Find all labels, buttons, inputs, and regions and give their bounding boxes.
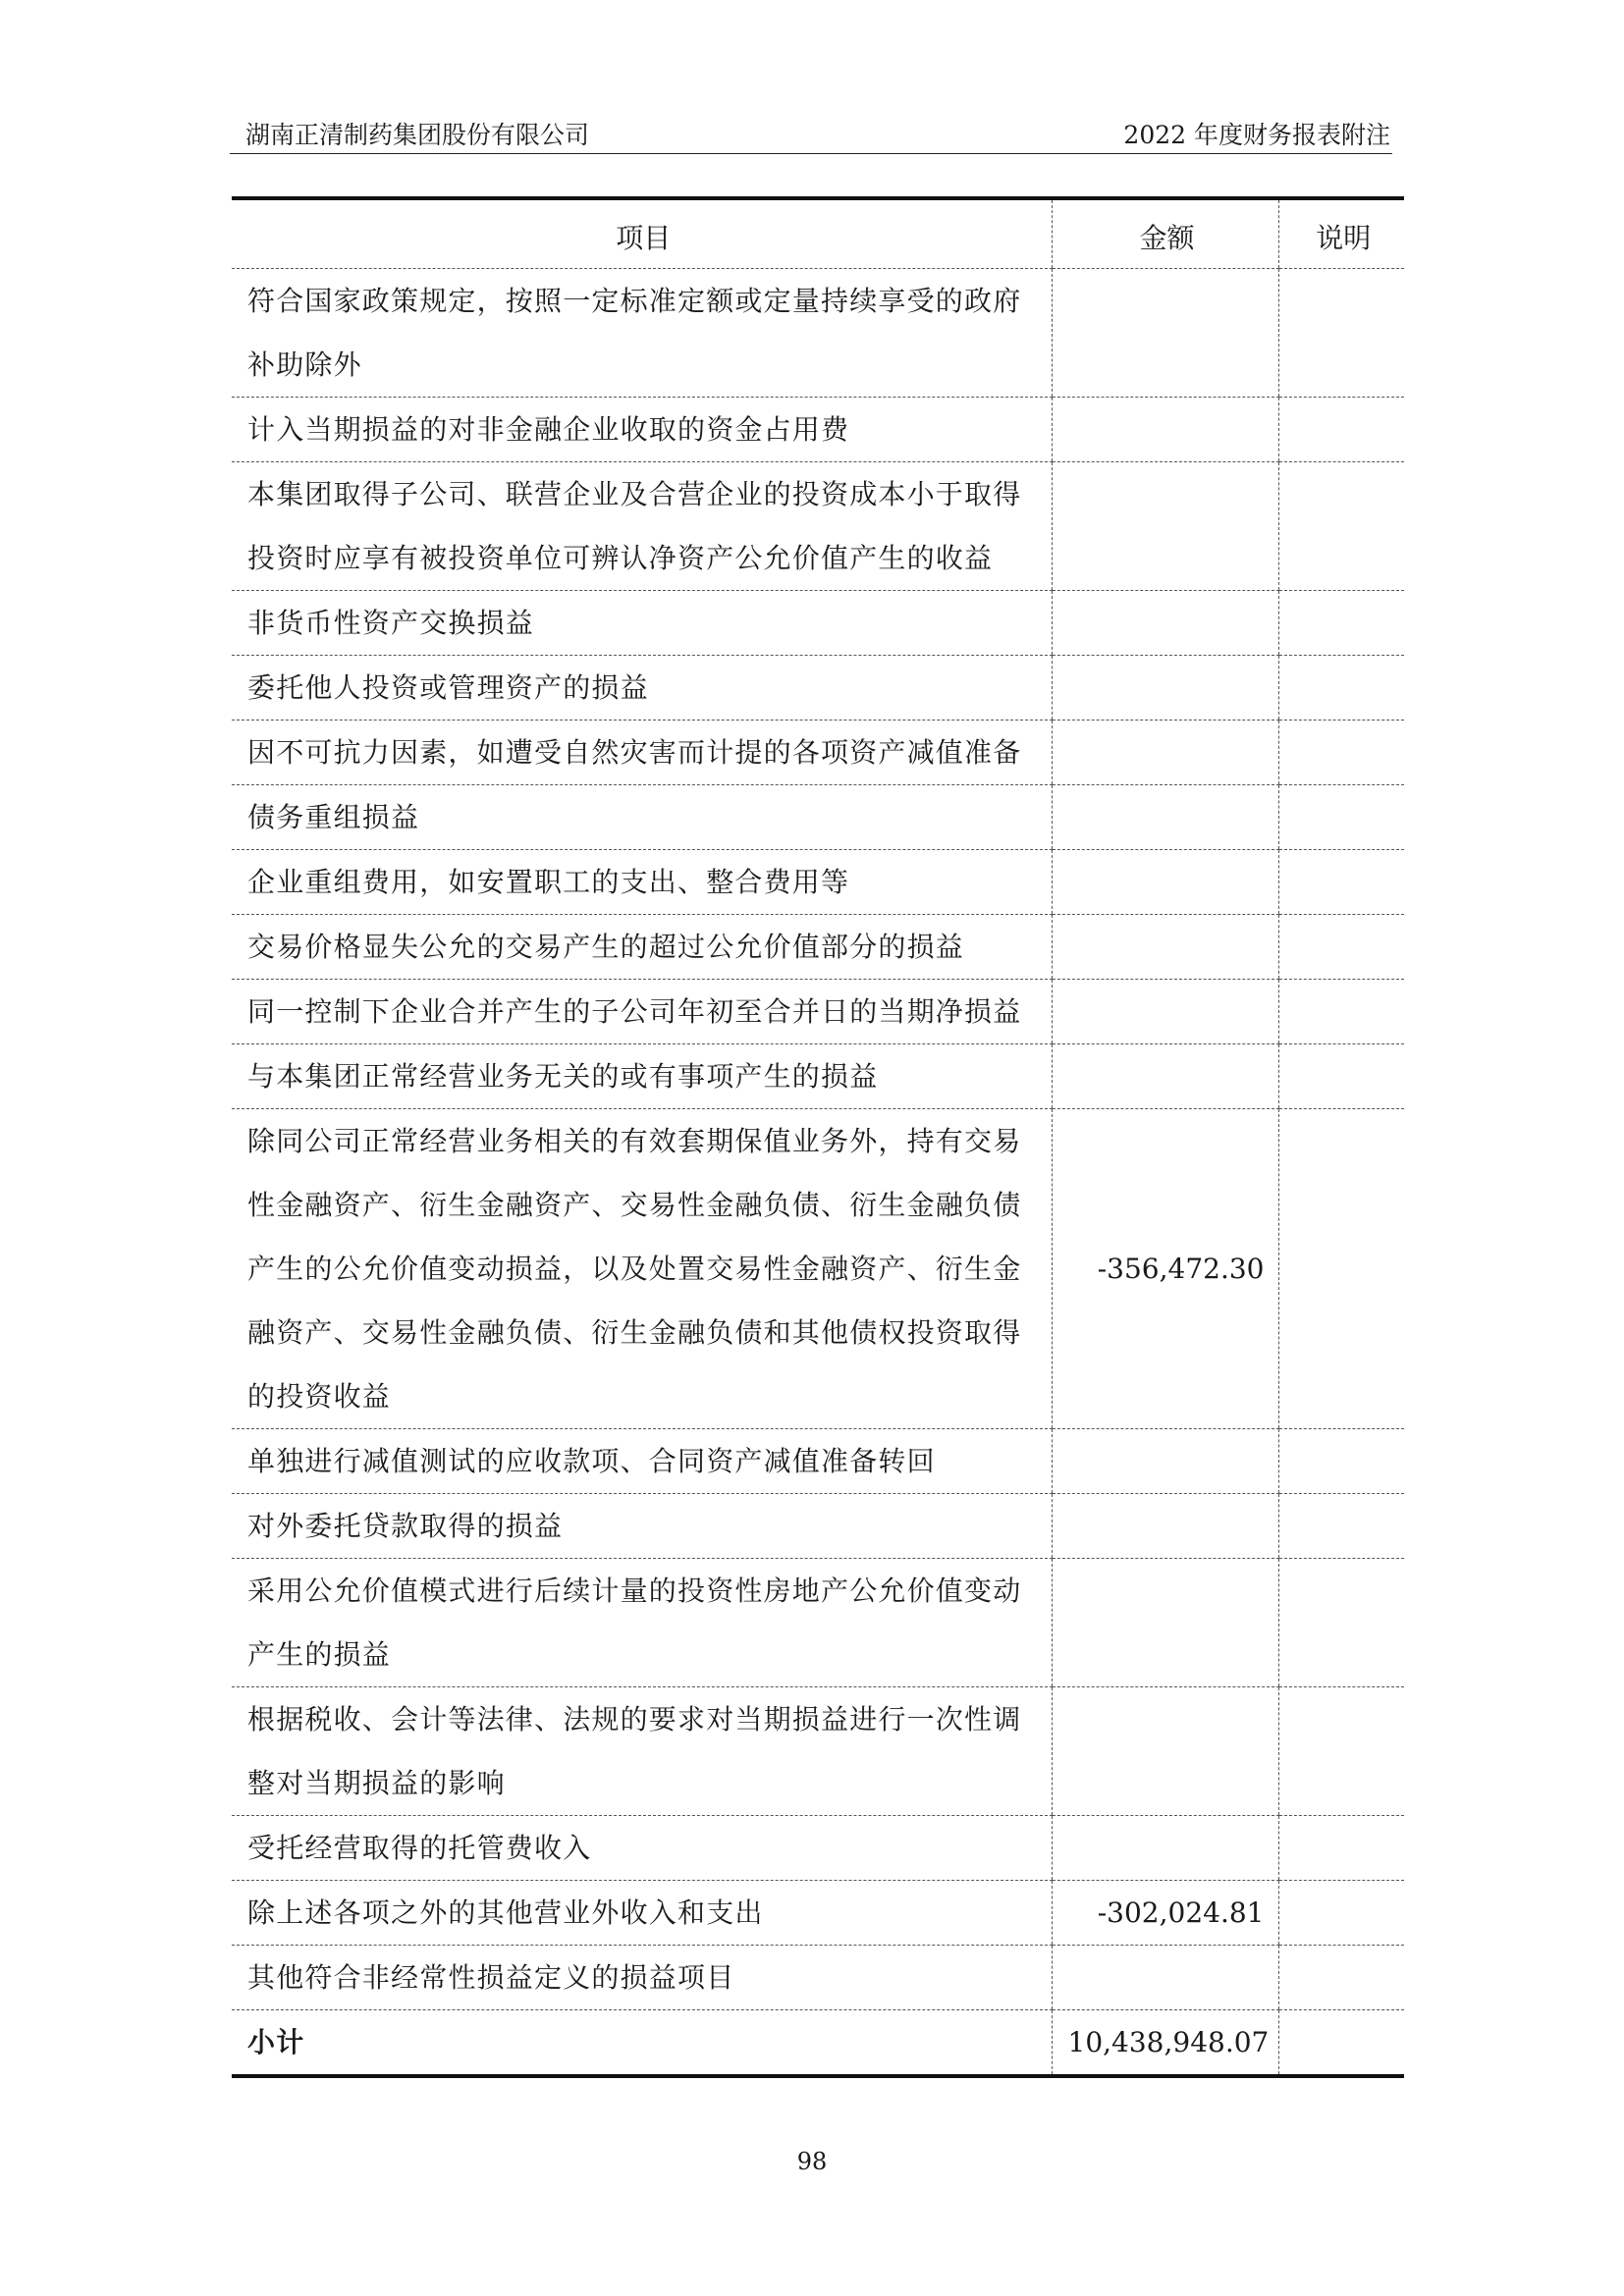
page-header bbox=[230, 116, 1392, 155]
row-note bbox=[1278, 1816, 1404, 1881]
row-amount bbox=[1052, 269, 1278, 398]
table-row bbox=[232, 656, 1404, 721]
header-divider bbox=[230, 153, 1392, 154]
company-name: 湖南正清制药集团股份有限公司 bbox=[245, 121, 590, 149]
row-note bbox=[1278, 1687, 1404, 1816]
row-note bbox=[1278, 1946, 1404, 2010]
row-note bbox=[1278, 1559, 1404, 1687]
row-item: 除上述各项之外的其他营业外收入和支出 bbox=[232, 1881, 1052, 1946]
table-row bbox=[232, 1109, 1404, 1429]
row-note bbox=[1278, 980, 1404, 1044]
table-row bbox=[232, 980, 1404, 1044]
row-note bbox=[1278, 785, 1404, 850]
table-row bbox=[232, 591, 1404, 656]
row-note bbox=[1278, 1109, 1404, 1429]
table-row bbox=[232, 785, 1404, 850]
row-note bbox=[1278, 721, 1404, 785]
table-row bbox=[232, 1687, 1404, 1816]
row-note bbox=[1278, 462, 1404, 591]
row-item: 符合国家政策规定，按照一定标准定额或定量持续享受的政府补助除外 bbox=[232, 269, 1052, 398]
row-note bbox=[1278, 591, 1404, 656]
non-recurring-items-table bbox=[232, 196, 1404, 2078]
row-item: 采用公允价值模式进行后续计量的投资性房地产公允价值变动产生的损益 bbox=[232, 1559, 1052, 1687]
table-row bbox=[232, 1559, 1404, 1687]
row-amount bbox=[1052, 1044, 1278, 1109]
row-amount bbox=[1052, 1429, 1278, 1494]
row-amount bbox=[1052, 1559, 1278, 1687]
subtotal-amount: 10,438,948.07 bbox=[1052, 2010, 1278, 2077]
table-row bbox=[232, 1044, 1404, 1109]
column-header-amount: 金额 bbox=[1052, 198, 1278, 269]
row-note bbox=[1278, 1429, 1404, 1494]
row-item: 同一控制下企业合并产生的子公司年初至合并日的当期净损益 bbox=[232, 980, 1052, 1044]
row-amount bbox=[1052, 980, 1278, 1044]
row-item: 受托经营取得的托管费收入 bbox=[232, 1816, 1052, 1881]
row-item: 本集团取得子公司、联营企业及合营企业的投资成本小于取得投资时应享有被投资单位可辨认净资产公允价值产生的收益 bbox=[232, 462, 1052, 591]
row-item: 非货币性资产交换损益 bbox=[232, 591, 1052, 656]
row-amount bbox=[1052, 656, 1278, 721]
row-item: 其他符合非经常性损益定义的损益项目 bbox=[232, 1946, 1052, 2010]
table-row bbox=[232, 915, 1404, 980]
column-header-note: 说明 bbox=[1278, 198, 1404, 269]
table-row bbox=[232, 1881, 1404, 1946]
row-amount bbox=[1052, 1494, 1278, 1559]
row-note bbox=[1278, 1494, 1404, 1559]
table-row bbox=[232, 269, 1404, 398]
report-title: 2022 年度财务报表附注 bbox=[1123, 121, 1390, 149]
row-note bbox=[1278, 1044, 1404, 1109]
row-note bbox=[1278, 398, 1404, 462]
subtotal-row bbox=[232, 2010, 1404, 2077]
row-item: 单独进行减值测试的应收款项、合同资产减值准备转回 bbox=[232, 1429, 1052, 1494]
row-amount bbox=[1052, 462, 1278, 591]
row-item: 对外委托贷款取得的损益 bbox=[232, 1494, 1052, 1559]
row-item: 计入当期损益的对非金融企业收取的资金占用费 bbox=[232, 398, 1052, 462]
table-row bbox=[232, 1946, 1404, 2010]
table-row bbox=[232, 850, 1404, 915]
row-amount bbox=[1052, 1816, 1278, 1881]
row-note bbox=[1278, 850, 1404, 915]
row-item: 因不可抗力因素，如遭受自然灾害而计提的各项资产减值准备 bbox=[232, 721, 1052, 785]
row-note bbox=[1278, 1881, 1404, 1946]
table-row bbox=[232, 1429, 1404, 1494]
row-amount bbox=[1052, 1946, 1278, 2010]
row-amount bbox=[1052, 398, 1278, 462]
row-note bbox=[1278, 656, 1404, 721]
row-amount bbox=[1052, 850, 1278, 915]
table-row bbox=[232, 398, 1404, 462]
row-amount bbox=[1052, 591, 1278, 656]
table-row bbox=[232, 721, 1404, 785]
row-note bbox=[1278, 269, 1404, 398]
row-amount bbox=[1052, 785, 1278, 850]
row-amount: -356,472.30 bbox=[1052, 1109, 1278, 1429]
row-item: 委托他人投资或管理资产的损益 bbox=[232, 656, 1052, 721]
table-row bbox=[232, 1816, 1404, 1881]
row-amount: -302,024.81 bbox=[1052, 1881, 1278, 1946]
row-item: 根据税收、会计等法律、法规的要求对当期损益进行一次性调整对当期损益的影响 bbox=[232, 1687, 1052, 1816]
subtotal-label: 小计 bbox=[232, 2010, 1052, 2077]
subtotal-note bbox=[1278, 2010, 1404, 2077]
row-amount bbox=[1052, 915, 1278, 980]
row-amount bbox=[1052, 1687, 1278, 1816]
row-item: 与本集团正常经营业务无关的或有事项产生的损益 bbox=[232, 1044, 1052, 1109]
row-note bbox=[1278, 915, 1404, 980]
row-item: 债务重组损益 bbox=[232, 785, 1052, 850]
row-item: 除同公司正常经营业务相关的有效套期保值业务外，持有交易性金融资产、衍生金融资产、交易性金融负债、衍生金融负债产生的公允价值变动损益，以及处置交易性金融资产、衍生金融资产、交易性金融负债、衍生金融负债和其他债权投资取得的投资收益 bbox=[232, 1109, 1052, 1429]
table-row bbox=[232, 1494, 1404, 1559]
row-amount bbox=[1052, 721, 1278, 785]
table-header-row bbox=[232, 198, 1404, 269]
column-header-item: 项目 bbox=[232, 198, 1052, 269]
row-item: 交易价格显失公允的交易产生的超过公允价值部分的损益 bbox=[232, 915, 1052, 980]
row-item: 企业重组费用，如安置职工的支出、整合费用等 bbox=[232, 850, 1052, 915]
page-number: 98 bbox=[796, 2148, 828, 2175]
table-row bbox=[232, 462, 1404, 591]
